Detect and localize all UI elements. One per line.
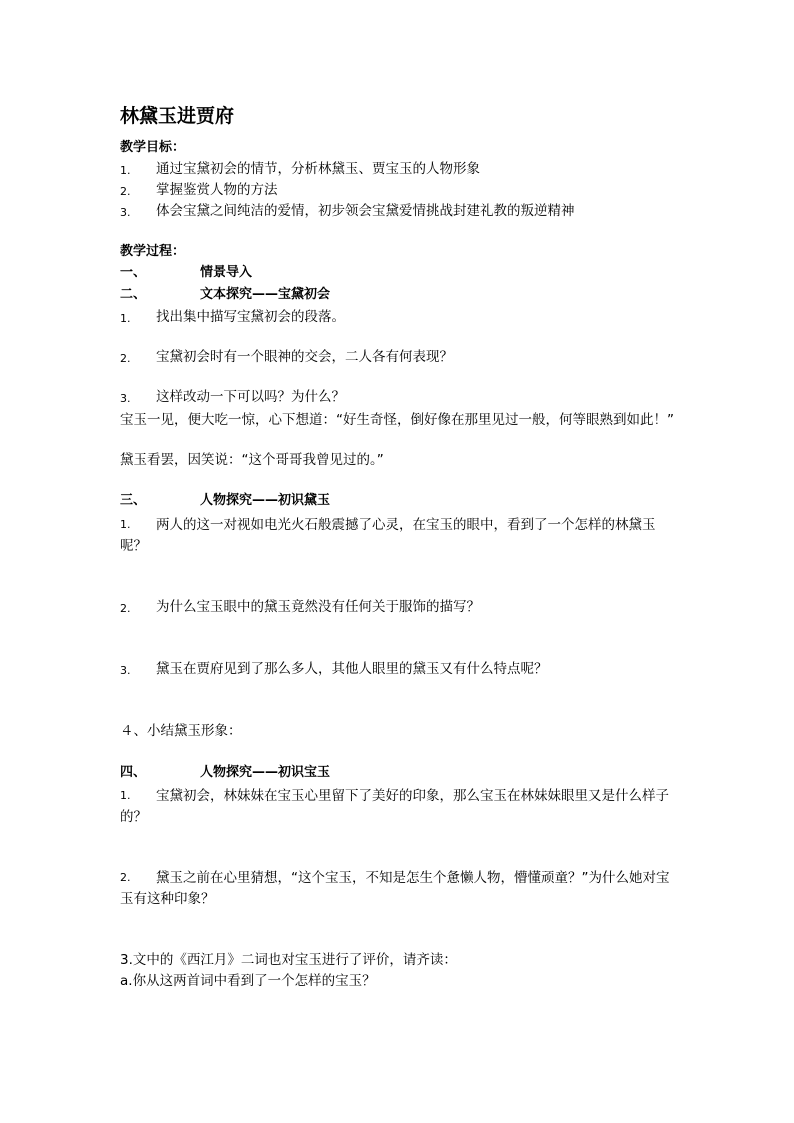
section-number: 二、 [120,287,147,302]
question-text: 为什么宝玉眼中的黛玉竟然没有任何关于服饰的描写？ [156,599,480,615]
question-number: 1. [120,789,131,802]
question-number: 2. [120,352,131,365]
question-text: 这样改动一下可以吗？为什么？ [156,389,345,405]
goal-text: 掌握鉴赏人物的方法 [156,182,278,198]
goal-number: 2. [120,185,131,198]
question-number: 2. [120,602,131,615]
section-number: 四、 [120,765,147,780]
question-number: 1. [120,312,131,325]
question-text: 黛玉在贾府见到了那么多人，其他人眼里的黛玉又有什么特点呢？ [156,661,548,677]
question-number: 2. [120,871,131,884]
question-text: a.你从这两首词中看到了一个怎样的宝玉？ [120,973,376,989]
goal-number: 3. [120,206,131,219]
quote-baoyu: 宝玉一见，便大吃一惊，心下想道：“好生奇怪，倒好像在那里见过一般，何等眼熟到如此！” [120,412,674,428]
question-number: 3. [120,392,131,405]
quote-daiyu: 黛玉看罢，因笑说：“这个哥哥我曾见过的。” [120,452,384,468]
question-text: 3.文中的《西江月》二词也对宝玉进行了评价，请齐读： [120,952,457,968]
section-number: 一、 [120,265,147,280]
question-number: 1. [120,518,131,531]
question-text: 黛玉之前在心里猜想，“这个宝玉，不知是怎生个惫懒人物，懵懂顽童？”为什么她对宝玉有这种印象？ [120,870,670,907]
section-title: 情景导入 [200,265,253,280]
section-title: 文本探究——宝黛初会 [200,287,331,302]
process-heading: 教学过程： [120,244,186,259]
question-text: 找出集中描写宝黛初会的段落。 [156,309,345,325]
question-text: 宝黛初会，林妹妹在宝玉心里留下了美好的印象，那么宝玉在林妹妹眼里又是什么样子的？ [120,788,669,825]
goals-heading: 教学目标： [120,140,186,155]
doc-title: 林黛玉进贾府 [120,105,235,127]
question-text: 两人的这一对视如电光火石般震撼了心灵，在宝玉的眼中，看到了一个怎样的林黛玉呢？ [120,517,656,554]
question-number: 3. [120,664,131,677]
question-text: 宝黛初会时有一个眼神的交会，二人各有何表现？ [156,349,453,365]
goal-number: 1. [120,164,131,177]
section-title: 人物探究——初识宝玉 [200,765,331,780]
section-title: 人物探究——初识黛玉 [200,493,331,508]
goal-text: 体会宝黛之间纯洁的爱情，初步领会宝黛爱情挑战封建礼教的叛逆精神 [156,203,575,219]
goal-text: 通过宝黛初会的情节，分析林黛玉、贾宝玉的人物形象 [156,161,480,177]
section-number: 三、 [120,493,147,508]
summary-line: ４、小结黛玉形象： [120,723,242,739]
